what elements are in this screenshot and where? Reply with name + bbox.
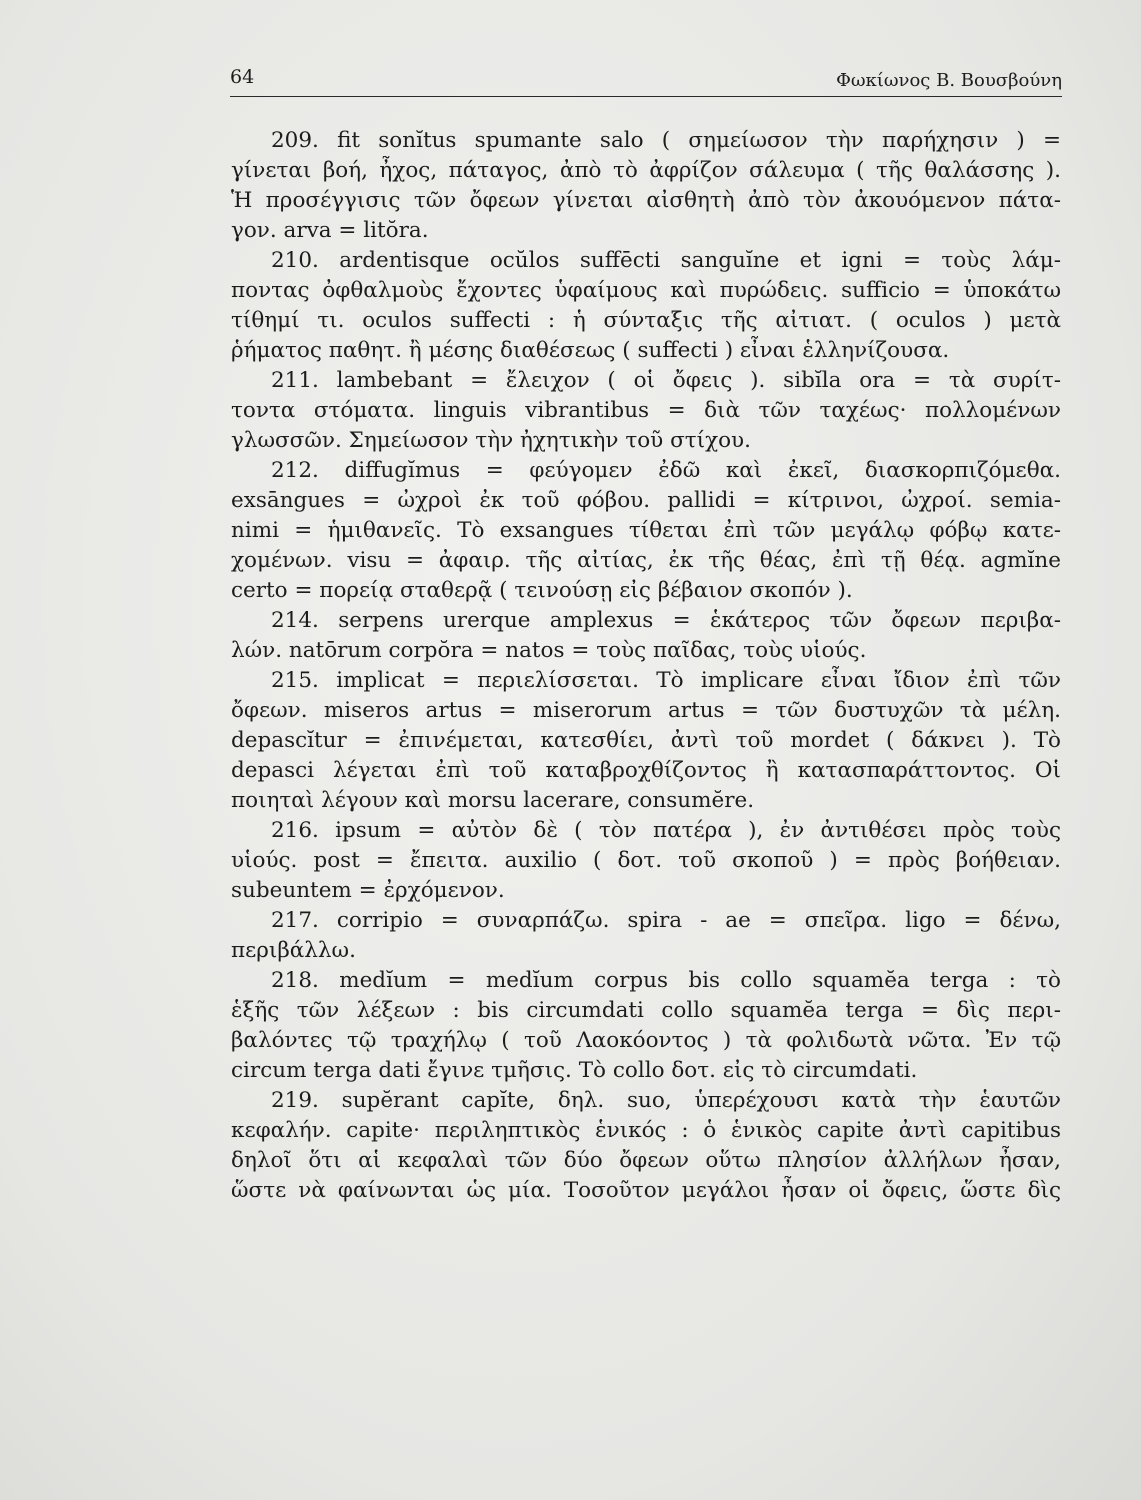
text-line: γλωσσῶν. Σημείωσον τὴν ἠχητικὴν τοῦ στίχου. — [231, 428, 751, 453]
text-line: 219. supĕrant capĭte, δηλ. suo, ὑπερέχουσι κατὰ τὴν ἑαυτῶν — [271, 1088, 1061, 1113]
text-line: ἑξῆς τῶν λέξεων : bis circumdati collo squamĕa terga = δὶς περι- — [231, 998, 1061, 1023]
text-line: 211. lambebant = ἔλειχον ( οἱ ὄφεις ). sibĭla ora = τὰ συρίτ- — [271, 368, 1061, 393]
text-line: exsāngues = ὠχροὶ ἐκ τοῦ φόβου. pallidi = κίτρινοι, ὠχροί. semia- — [231, 488, 1061, 513]
text-line: γίνεται βοή, ἦχος, πάταγος, ἀπὸ τὸ ἀφρίζον σάλευμα ( τῆς θαλάσσης ). — [231, 158, 1061, 183]
text-line: ποιηταὶ λέγουν καὶ morsu lacerare, consumĕre. — [231, 788, 755, 813]
text-line: 214. serpens urerque amplexus = ἑκάτερος τῶν ὄφεων περιβα- — [271, 608, 1061, 633]
text-line: κεφαλήν. capite· περιληπτικὸς ἑνικός : ὁ ἑνικὸς capite ἀντὶ capitibus — [231, 1118, 1061, 1143]
text-line: depascĭtur = ἐπινέμεται, κατεσθίει, ἀντὶ τοῦ mordet ( δάκνει ). Τὸ — [231, 728, 1061, 753]
header-rule — [230, 96, 1062, 97]
text-line: δηλοῖ ὅτι αἱ κεφαλαὶ τῶν δύο ὄφεων οὕτω πλησίον ἀλλήλων ἦσαν, — [231, 1148, 1061, 1173]
text-line: ῥήματος παθητ. ἢ μέσης διαθέσεως ( suffecti ) εἶναι ἑλληνίζουσα. — [231, 338, 950, 363]
page-header — [230, 62, 1062, 98]
text-line: 216. ipsum = αὐτὸν δὲ ( τὸν πατέρα ), ἐν ἀντιθέσει πρὸς τοὺς — [271, 818, 1061, 843]
text-line: βαλόντες τῷ τραχήλῳ ( τοῦ Λαοκόοντος ) τὰ φολιδωτὰ νῶτα. Ἐν τῷ — [231, 1028, 1061, 1053]
text-line: ὄφεων. miseros artus = miserorum artus = τῶν δυστυχῶν τὰ μέλη. — [231, 698, 1061, 723]
text-line: 218. medĭum = medĭum corpus bis collo squamĕa terga : τὸ — [271, 968, 1061, 993]
page-number: 64 — [230, 66, 255, 88]
text-line: τοντα στόματα. linguis vibrantibus = διὰ τῶν ταχέως· πολλομένων — [231, 398, 1061, 423]
text-line: nimi = ἡμιθανεῖς. Τὸ exsangues τίθεται ἐπὶ τῶν μεγάλῳ φόβῳ κατε- — [231, 518, 1061, 543]
text-line: ὥστε νὰ φαίνωνται ὡς μία. Τοσοῦτον μεγάλοι ἦσαν οἱ ὄφεις, ὥστε δὶς — [231, 1178, 1061, 1203]
text-line: 215. implicat = περιελίσσεται. Τὸ implicare εἶναι ἴδιον ἐπὶ τῶν — [271, 668, 1061, 693]
text-line: ποντας ὀφθαλμοὺς ἔχοντες ὑφαίμους καὶ πυρώδεις. sufficio = ὑποκάτω — [231, 278, 1061, 303]
commentary-text — [231, 126, 1061, 1206]
text-line: 217. corripio = συναρπάζω. spira - ae = σπεῖρα. ligo = δένω, — [271, 908, 1061, 933]
text-line: 209. fit sonĭtus spumante salo ( σημείωσον τὴν παρήχησιν ) = — [271, 128, 1061, 153]
text-line: χομένων. visu = ἀφαιρ. τῆς αἰτίας, ἐκ τῆς θέας, ἐπὶ τῇ θέᾳ. agmĭne — [231, 548, 1061, 573]
text-line: λών. natōrum corpŏra = natos = τοὺς παῖδας, τοὺς υἱούς. — [231, 638, 867, 663]
text-line: circum terga dati ἔγινε τμῆσις. Τὸ collo δοτ. εἰς τὸ circumdati. — [231, 1058, 918, 1083]
text-line: Ἡ προσέγγισις τῶν ὄφεων γίνεται αἰσθητὴ ἀπὸ τὸν ἀκουόμενον πάτα- — [231, 188, 1061, 213]
text-line: υἱούς. post = ἔπειτα. auxilio ( δοτ. τοῦ σκοποῦ ) = πρὸς βοήθειαν. — [231, 848, 1061, 873]
text-line: certo = πορείᾳ σταθερᾷ ( τεινούσῃ εἰς βέβαιον σκοπόν ). — [231, 578, 853, 603]
text-line: subeuntem = ἐρχόμενον. — [231, 878, 505, 903]
text-line: περιβάλλω. — [231, 938, 356, 963]
running-head: Φωκίωνος Β. Βουσβούνη — [836, 70, 1062, 91]
text-line: τίθημί τι. oculos suffecti : ἡ σύνταξις τῆς αἰτιατ. ( oculos ) μετὰ — [231, 308, 1061, 333]
text-line: depasci λέγεται ἐπὶ τοῦ καταβροχθίζοντος ἢ κατασπαράττοντος. Οἱ — [231, 758, 1061, 783]
text-line: 210. ardentisque ocŭlos suffēcti sanguĭne et igni = τοὺς λάμ- — [271, 248, 1061, 273]
text-line: γον. arva = litŏra. — [231, 218, 429, 243]
text-line: 212. diffugĭmus = φεύγομεν ἐδῶ καὶ ἐκεῖ, διασκορπιζόμεθα. — [271, 458, 1061, 483]
